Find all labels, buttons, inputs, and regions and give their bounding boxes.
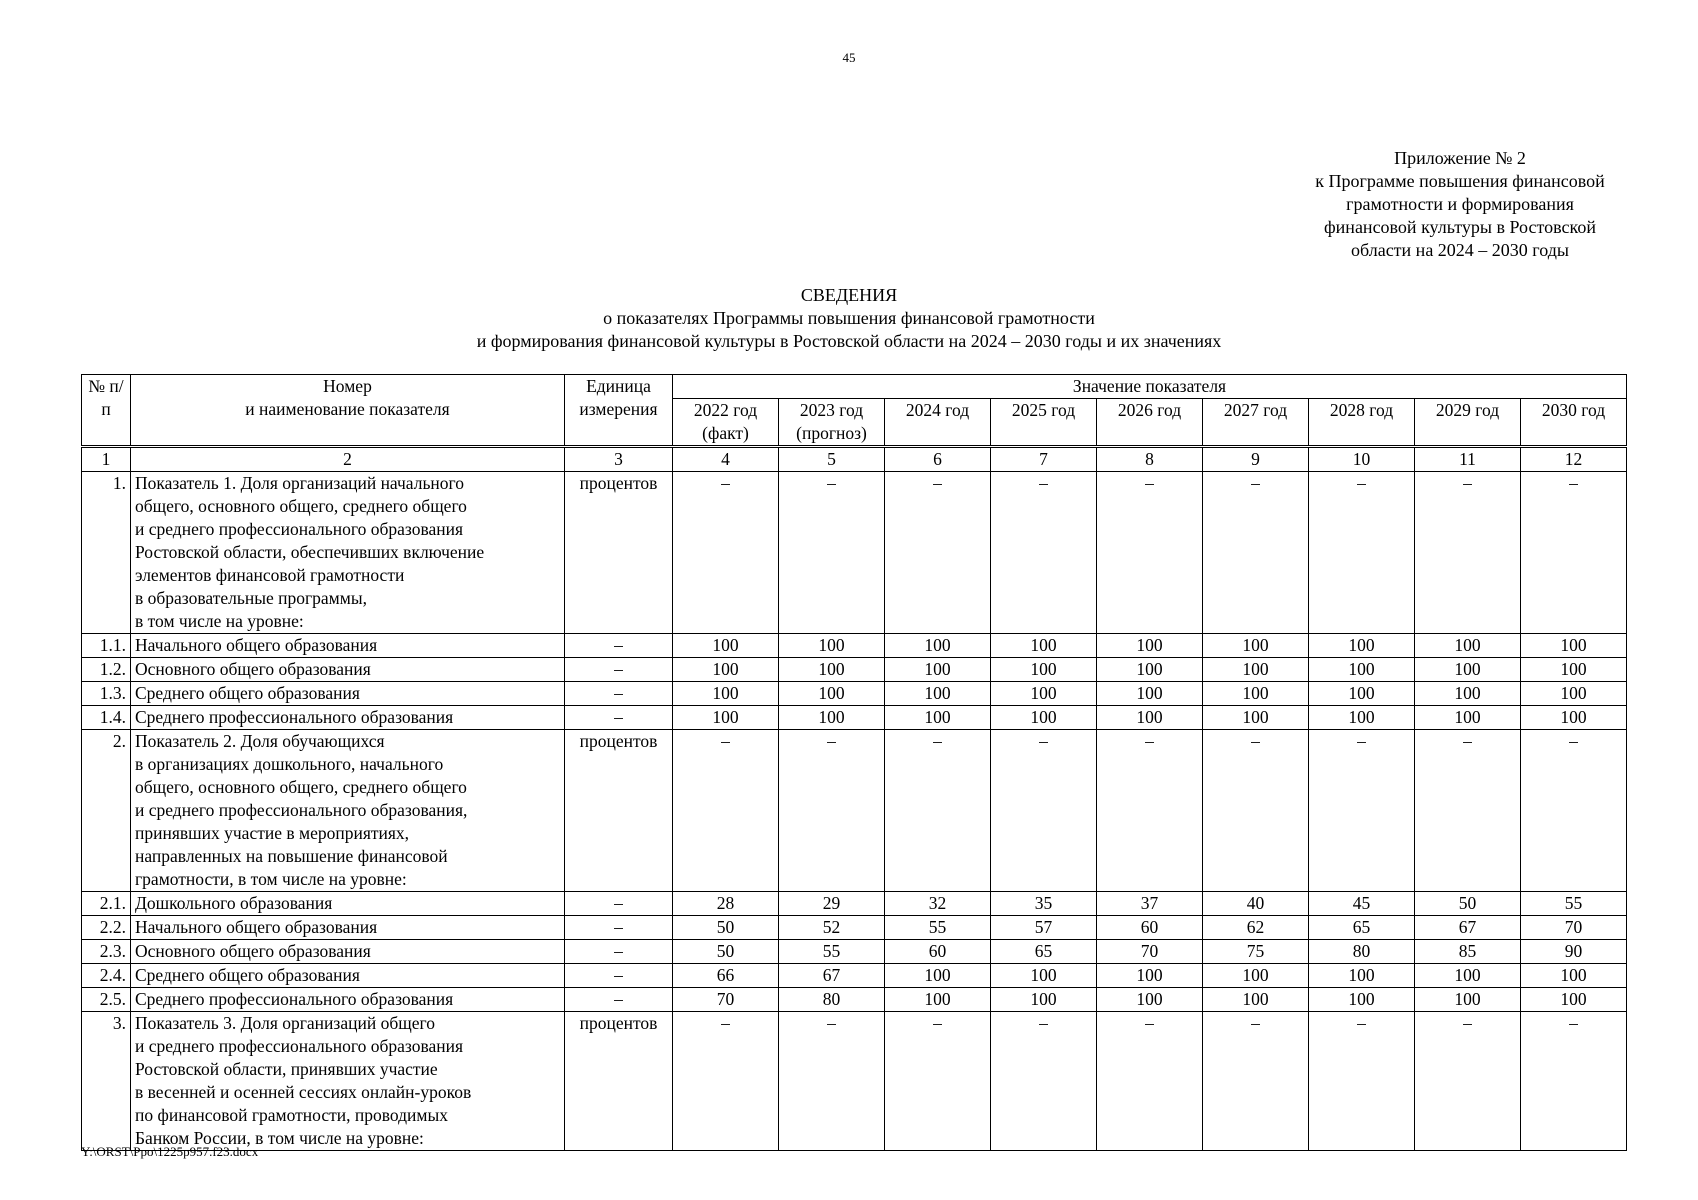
- column-number: 5: [779, 447, 885, 472]
- value-cell: 100: [1097, 964, 1203, 988]
- column-number: 3: [565, 447, 673, 472]
- indicator-name: Начального общего образования: [131, 916, 565, 940]
- value-cell: 100: [991, 988, 1097, 1012]
- value-cell: 28: [673, 892, 779, 916]
- value-cell: 100: [1097, 658, 1203, 682]
- value-cell: 100: [885, 682, 991, 706]
- value-cell: 80: [1309, 940, 1415, 964]
- value-cell: 66: [673, 964, 779, 988]
- row-number: 2.1.: [82, 892, 131, 916]
- value-cell: 100: [1203, 658, 1309, 682]
- value-cell: 100: [1521, 988, 1627, 1012]
- value-cell: 67: [1415, 916, 1521, 940]
- value-cell: 85: [1415, 940, 1521, 964]
- value-cell: 90: [1521, 940, 1627, 964]
- table-row: [82, 730, 1627, 892]
- value-cell: 100: [991, 682, 1097, 706]
- appendix-line: области на 2024 – 2030 годы: [1351, 240, 1569, 260]
- appendix-note: [1280, 147, 1640, 262]
- value-cell: 70: [673, 988, 779, 1012]
- value-cell: –: [1097, 1012, 1203, 1151]
- value-cell: 100: [885, 706, 991, 730]
- indicator-name: Среднего профессионального образования: [131, 706, 565, 730]
- row-number: 1.3.: [82, 682, 131, 706]
- title-heading: СВЕДЕНИЯ: [800, 285, 898, 305]
- value-cell: –: [1521, 1012, 1627, 1151]
- appendix-line: к Программе повышения финансовой: [1315, 171, 1605, 191]
- table-row: [82, 658, 1627, 682]
- value-cell: 100: [1309, 634, 1415, 658]
- column-number: 7: [991, 447, 1097, 472]
- value-cell: 100: [991, 634, 1097, 658]
- column-number: 12: [1521, 447, 1627, 472]
- table-row: [82, 964, 1627, 988]
- value-cell: 100: [673, 634, 779, 658]
- table-row: [82, 472, 1627, 634]
- value-cell: –: [1097, 472, 1203, 634]
- value-cell: –: [991, 730, 1097, 892]
- value-cell: 100: [1521, 682, 1627, 706]
- unit-cell: –: [565, 682, 673, 706]
- value-cell: –: [673, 730, 779, 892]
- value-cell: –: [885, 730, 991, 892]
- value-cell: 100: [1203, 682, 1309, 706]
- value-cell: 100: [1203, 706, 1309, 730]
- unit-cell: процентов: [565, 1012, 673, 1151]
- title-subline: о показателях Программы повышения финансовой грамотности: [603, 308, 1095, 328]
- value-cell: 55: [885, 916, 991, 940]
- unit-cell: –: [565, 964, 673, 988]
- table-row: [82, 916, 1627, 940]
- row-number: 2.: [82, 730, 131, 892]
- row-number: 2.4.: [82, 964, 131, 988]
- value-cell: –: [1521, 472, 1627, 634]
- value-cell: 50: [673, 916, 779, 940]
- value-cell: –: [1521, 730, 1627, 892]
- value-cell: 55: [779, 940, 885, 964]
- value-cell: 67: [779, 964, 885, 988]
- value-cell: 100: [885, 658, 991, 682]
- value-cell: 100: [885, 988, 991, 1012]
- unit-cell: –: [565, 940, 673, 964]
- header-values-group: Значение показателя: [673, 375, 1627, 399]
- table-row: [82, 988, 1627, 1012]
- appendix-line: финансовой культуры в Ростовской: [1324, 217, 1596, 237]
- value-cell: 65: [1309, 916, 1415, 940]
- value-cell: 100: [1309, 658, 1415, 682]
- value-cell: 35: [991, 892, 1097, 916]
- unit-cell: –: [565, 706, 673, 730]
- column-number: 8: [1097, 447, 1203, 472]
- indicators-table: [81, 374, 1627, 1151]
- row-number: 1.1.: [82, 634, 131, 658]
- value-cell: 50: [1415, 892, 1521, 916]
- column-number: 10: [1309, 447, 1415, 472]
- value-cell: –: [1203, 472, 1309, 634]
- value-cell: 45: [1309, 892, 1415, 916]
- table-row: [82, 940, 1627, 964]
- value-cell: 100: [1415, 682, 1521, 706]
- value-cell: –: [1097, 730, 1203, 892]
- unit-cell: –: [565, 988, 673, 1012]
- header-year: 2024 год: [885, 399, 991, 447]
- value-cell: 100: [1309, 988, 1415, 1012]
- value-cell: 62: [1203, 916, 1309, 940]
- indicator-name: Основного общего образования: [131, 940, 565, 964]
- header-year: 2030 год: [1521, 399, 1627, 447]
- value-cell: 100: [673, 658, 779, 682]
- row-number: 2.5.: [82, 988, 131, 1012]
- value-cell: 100: [1309, 682, 1415, 706]
- indicator-name: Среднего профессионального образования: [131, 988, 565, 1012]
- header-year: 2029 год: [1415, 399, 1521, 447]
- value-cell: 100: [1203, 964, 1309, 988]
- value-cell: 100: [885, 634, 991, 658]
- value-cell: 100: [1097, 682, 1203, 706]
- value-cell: 100: [673, 706, 779, 730]
- value-cell: 100: [673, 682, 779, 706]
- appendix-line: грамотности и формирования: [1346, 194, 1574, 214]
- header-year: 2028 год: [1309, 399, 1415, 447]
- indicator-name: Среднего общего образования: [131, 682, 565, 706]
- value-cell: –: [779, 472, 885, 634]
- row-number: 1.2.: [82, 658, 131, 682]
- unit-cell: –: [565, 916, 673, 940]
- value-cell: –: [673, 472, 779, 634]
- value-cell: 65: [991, 940, 1097, 964]
- value-cell: –: [779, 730, 885, 892]
- value-cell: 100: [779, 658, 885, 682]
- unit-cell: –: [565, 658, 673, 682]
- value-cell: 100: [1521, 634, 1627, 658]
- row-number: 1.: [82, 472, 131, 634]
- value-cell: –: [1415, 1012, 1521, 1151]
- value-cell: 100: [1309, 706, 1415, 730]
- header-unit: Единица измерения: [565, 375, 673, 447]
- value-cell: –: [1309, 472, 1415, 634]
- value-cell: 40: [1203, 892, 1309, 916]
- column-number: 4: [673, 447, 779, 472]
- row-number: 3.: [82, 1012, 131, 1151]
- value-cell: 60: [885, 940, 991, 964]
- header-year: 2022 год (факт): [673, 399, 779, 447]
- column-number: 11: [1415, 447, 1521, 472]
- indicator-name: Показатель 1. Доля организаций начального общего, основного общего, среднего общего и среднего профессионального образования Ростовской области, обеспечивших включение элементов финансовой грамотности в образовательные программы, в том числе на уровне:: [131, 472, 565, 634]
- value-cell: 100: [1097, 706, 1203, 730]
- value-cell: –: [885, 472, 991, 634]
- column-number: 6: [885, 447, 991, 472]
- value-cell: 32: [885, 892, 991, 916]
- unit-cell: –: [565, 892, 673, 916]
- column-number: 2: [131, 447, 565, 472]
- value-cell: 100: [779, 634, 885, 658]
- value-cell: 57: [991, 916, 1097, 940]
- value-cell: 37: [1097, 892, 1203, 916]
- unit-cell: –: [565, 634, 673, 658]
- value-cell: 50: [673, 940, 779, 964]
- header-year: 2026 год: [1097, 399, 1203, 447]
- column-numbers-row: [82, 447, 1627, 472]
- document-title: [0, 284, 1698, 353]
- value-cell: 100: [779, 706, 885, 730]
- column-number: 9: [1203, 447, 1309, 472]
- value-cell: –: [1309, 730, 1415, 892]
- value-cell: –: [885, 1012, 991, 1151]
- value-cell: 100: [1203, 634, 1309, 658]
- column-number: 1: [82, 447, 131, 472]
- table-row: [82, 682, 1627, 706]
- value-cell: –: [673, 1012, 779, 1151]
- header-name: Номер и наименование показателя: [131, 375, 565, 447]
- indicator-name: Показатель 2. Доля обучающихся в организациях дошкольного, начального общего, основного общего, среднего общего и среднего профессионального образования, принявших участие в мероприятиях, направленных на повышение финансовой грамотности, в том числе на уровне:: [131, 730, 565, 892]
- value-cell: 100: [1521, 964, 1627, 988]
- indicator-name: Показатель 3. Доля организаций общего и среднего профессионального образования Ростовской области, принявших участие в весенней и осенней сессиях онлайн-уроков по финансовой грамотности, проводимых Банком России, в том числе на уровне:: [131, 1012, 565, 1151]
- title-subline: и формирования финансовой культуры в Ростовской области на 2024 – 2030 годы и их значениях: [476, 331, 1222, 351]
- value-cell: –: [1203, 1012, 1309, 1151]
- footer-file-path: Y:\ORST\Ppo\1225p957.f23.docx: [81, 1144, 259, 1159]
- value-cell: 100: [991, 658, 1097, 682]
- indicator-name: Дошкольного образования: [131, 892, 565, 916]
- row-number: 1.4.: [82, 706, 131, 730]
- table-row: [82, 706, 1627, 730]
- table-row: [82, 892, 1627, 916]
- header-no: № п/п: [82, 375, 131, 447]
- value-cell: 52: [779, 916, 885, 940]
- indicator-name: Основного общего образования: [131, 658, 565, 682]
- value-cell: –: [1415, 472, 1521, 634]
- value-cell: 70: [1097, 940, 1203, 964]
- value-cell: 100: [1097, 988, 1203, 1012]
- value-cell: 80: [779, 988, 885, 1012]
- value-cell: 100: [1415, 634, 1521, 658]
- indicator-name: Среднего общего образования: [131, 964, 565, 988]
- value-cell: 100: [1309, 964, 1415, 988]
- value-cell: –: [991, 1012, 1097, 1151]
- value-cell: 60: [1097, 916, 1203, 940]
- value-cell: 100: [991, 964, 1097, 988]
- row-number: 2.2.: [82, 916, 131, 940]
- value-cell: 100: [1415, 658, 1521, 682]
- header-year: 2027 год: [1203, 399, 1309, 447]
- value-cell: 100: [1521, 658, 1627, 682]
- table-row: [82, 634, 1627, 658]
- value-cell: 55: [1521, 892, 1627, 916]
- value-cell: 70: [1521, 916, 1627, 940]
- row-number: 2.3.: [82, 940, 131, 964]
- value-cell: 100: [1415, 964, 1521, 988]
- value-cell: 100: [885, 964, 991, 988]
- value-cell: –: [1203, 730, 1309, 892]
- value-cell: 75: [1203, 940, 1309, 964]
- header-year: 2023 год (прогноз): [779, 399, 885, 447]
- value-cell: 100: [1415, 706, 1521, 730]
- value-cell: –: [779, 1012, 885, 1151]
- value-cell: –: [1309, 1012, 1415, 1151]
- table-row: [82, 1012, 1627, 1151]
- value-cell: 100: [991, 706, 1097, 730]
- value-cell: 100: [779, 682, 885, 706]
- indicator-name: Начального общего образования: [131, 634, 565, 658]
- value-cell: –: [1415, 730, 1521, 892]
- value-cell: 100: [1415, 988, 1521, 1012]
- page-number: 45: [842, 50, 856, 65]
- value-cell: 100: [1521, 706, 1627, 730]
- value-cell: 29: [779, 892, 885, 916]
- value-cell: –: [991, 472, 1097, 634]
- value-cell: 100: [1203, 988, 1309, 1012]
- header-year: 2025 год: [991, 399, 1097, 447]
- value-cell: 100: [1097, 634, 1203, 658]
- unit-cell: процентов: [565, 472, 673, 634]
- appendix-line: Приложение № 2: [1394, 148, 1526, 168]
- unit-cell: процентов: [565, 730, 673, 892]
